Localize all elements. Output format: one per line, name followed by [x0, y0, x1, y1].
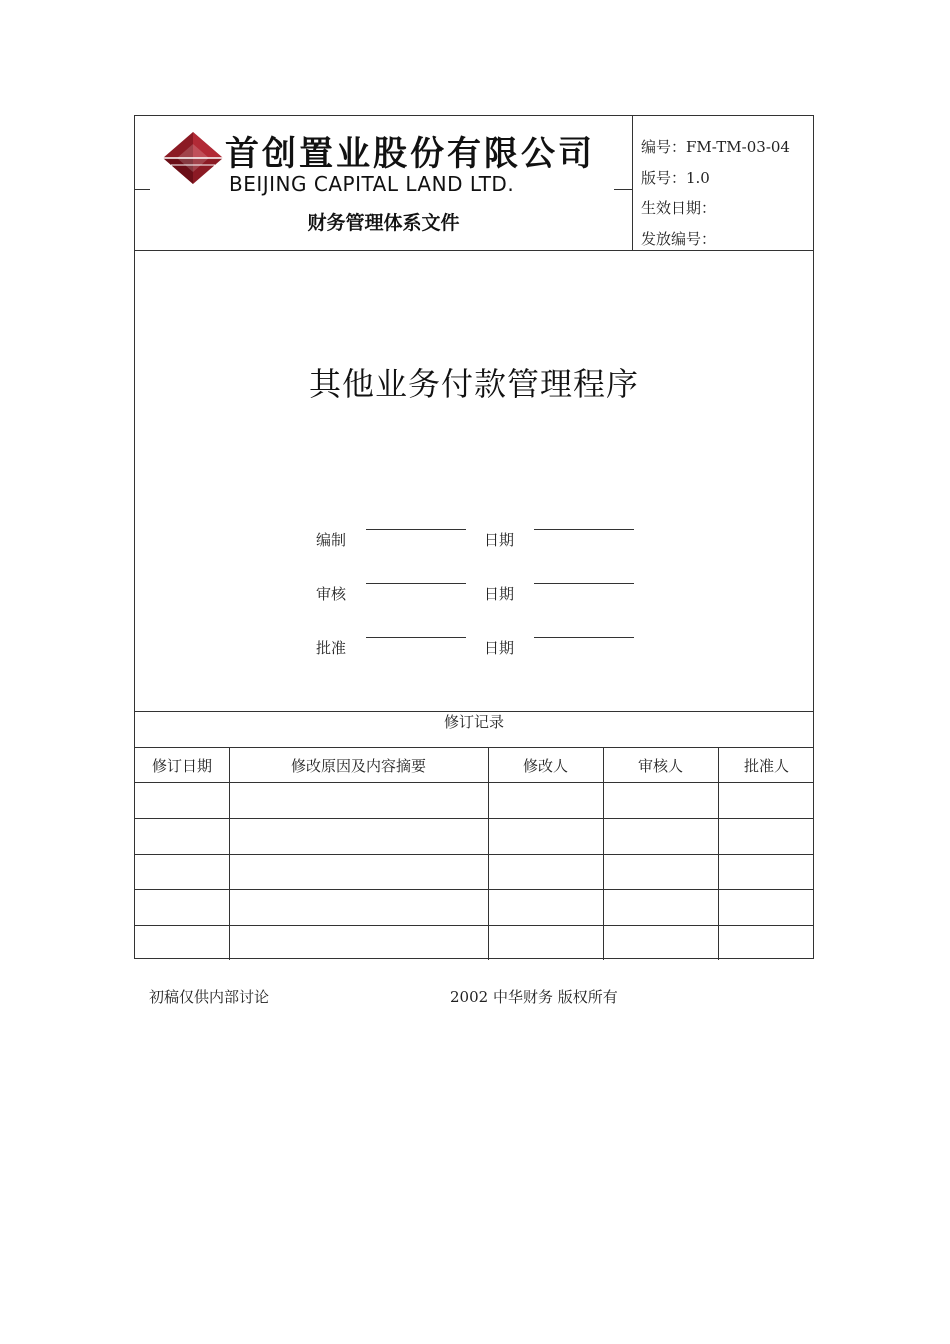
document-meta [641, 132, 790, 254]
date-label: 日期 [484, 639, 515, 657]
footer-copyright: 2002 中华财务 版权所有 [450, 988, 618, 1006]
header-bottom-rule [135, 250, 813, 251]
logo-rule-right [614, 189, 632, 190]
date-blank [534, 583, 634, 584]
revision-header-rule [135, 747, 813, 748]
signature-role: 批准 [316, 639, 347, 657]
header-divider [632, 116, 633, 250]
revision-title: 修订记录 [443, 713, 504, 731]
company-name-en: BEIJING CAPITAL LAND LTD. [229, 172, 515, 196]
column-header-date: 修订日期 [151, 757, 212, 775]
signature-blank [366, 637, 466, 638]
table-row-rule [135, 782, 813, 783]
company-logo [135, 116, 632, 250]
meta-code: 编号：FM-TM-03-04 [641, 138, 790, 156]
date-label: 日期 [484, 585, 515, 603]
system-title: 财务管理体系文件 [307, 212, 460, 234]
column-header-reviewer: 审核人 [637, 757, 683, 775]
meta-issue-no: 发放编号： [641, 229, 717, 248]
footer-draft-note: 初稿仅供内部讨论 [149, 988, 270, 1006]
document-title: 其他业务付款管理程序 [308, 365, 639, 403]
column-header-approver: 批准人 [743, 757, 789, 775]
company-name-cn: 首创置业股份有限公司 [225, 134, 595, 174]
column-header-modifier: 修改人 [522, 757, 568, 775]
signature-role: 编制 [316, 531, 347, 549]
meta-effective-date: 生效日期： [641, 199, 717, 217]
table-col-rule [229, 747, 230, 960]
table-row-rule [135, 854, 813, 855]
table-row-rule [135, 925, 813, 926]
table-col-rule [718, 747, 719, 960]
table-row-rule [135, 818, 813, 819]
date-label: 日期 [484, 531, 515, 549]
meta-version: 版号：1.0 [641, 168, 710, 187]
signature-blank [366, 529, 466, 530]
signature-role: 审核 [316, 585, 347, 603]
company-logo-mark [161, 130, 225, 188]
logo-rule-left [135, 189, 150, 190]
table-col-rule [488, 747, 489, 960]
date-blank [534, 529, 634, 530]
signature-blank [366, 583, 466, 584]
table-row-rule [135, 889, 813, 890]
column-header-summary: 修改原因及内容摘要 [290, 757, 426, 775]
table-col-rule [603, 747, 604, 960]
document-frame [134, 115, 814, 959]
date-blank [534, 637, 634, 638]
